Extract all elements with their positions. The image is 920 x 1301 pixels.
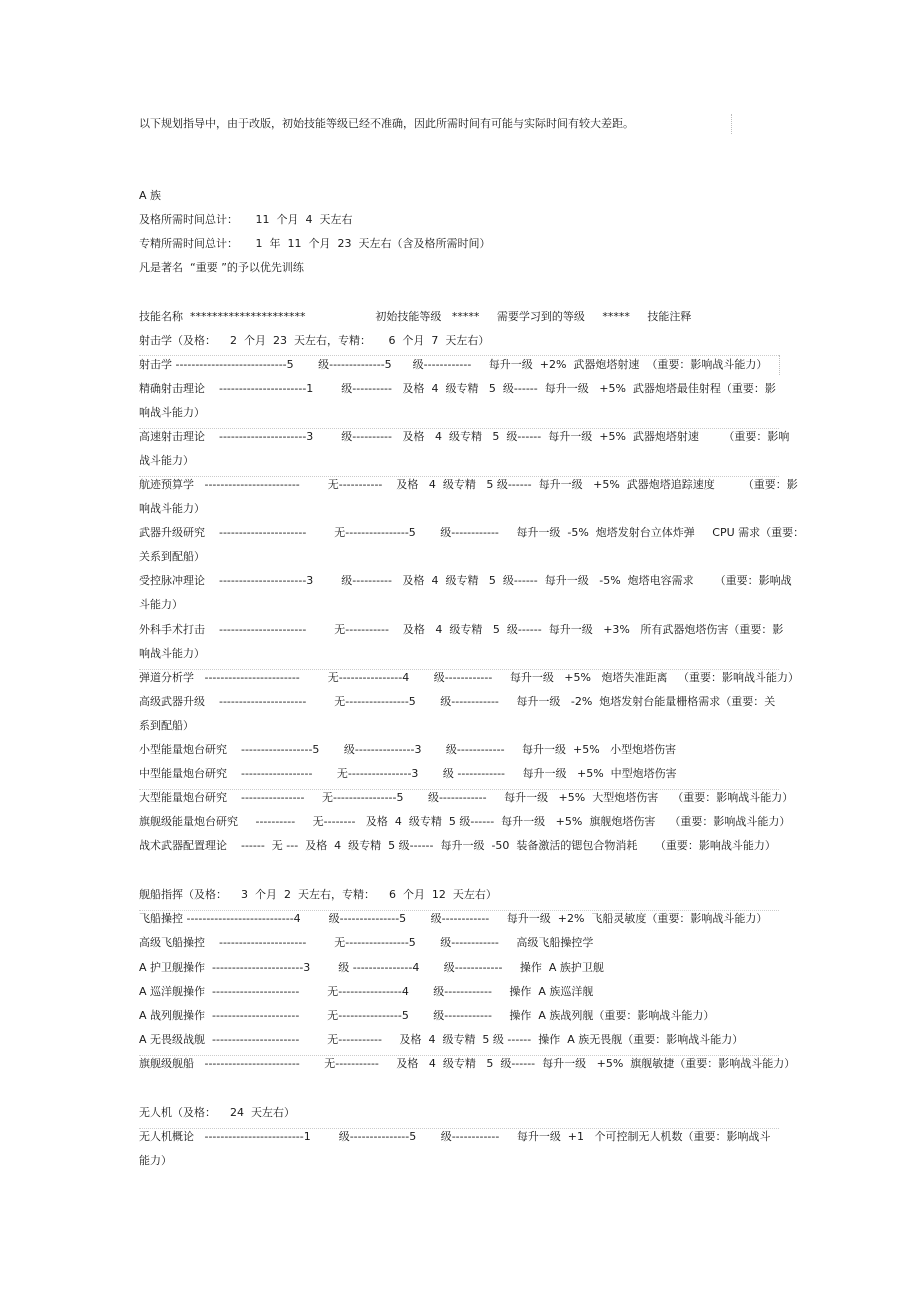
cell-border (139, 1055, 779, 1056)
skill-row-cont: 能力） (139, 1154, 172, 1167)
skill-row: 战术武器配置理论 ------ 无 --- 及格 4 级专精 5 级------ 每升一级 -50 装备激活的锶包合物消耗 （重要：影响战斗能力） (139, 839, 776, 852)
skill-row-cont: 战斗能力） (139, 454, 194, 467)
skill-row-cont: 斗能力） (139, 598, 183, 611)
skill-row: A 巡洋舰操作 ---------------------- 无----------------4 级------------ 操作 A 族巡洋舰 (139, 985, 594, 998)
skill-row: 旗舰级舰船 ------------------------ 无----------- 及格 4 级专精 5 级------ 每升一级 +5% 旗舰敏捷（重要：影响战斗能力） (139, 1057, 796, 1070)
skill-row: 中型能量炮台研究 ------------------ 无----------------3 级 ------------ 每升一级 +5% 中型炮塔伤害 (139, 767, 677, 780)
section-title: 舰船指挥（及格： 3 个月 2 天左右，专精： 6 个月 12 天左右） (139, 888, 497, 901)
skill-row: 高速射击理论 ----------------------3 级---------- 及格 4 级专精 5 级------ 每升一级 +5% 武器炮塔射速 （重要：影响 (139, 430, 790, 443)
skill-row-cont: 响战斗能力） (139, 647, 205, 660)
cell-border (139, 669, 779, 670)
skill-row: 旗舰级能量炮台研究 ---------- 无-------- 及格 4 级专精 5 级------ 每升一级 +5% 旗舰炮塔伤害 （重要：影响战斗能力） (139, 815, 791, 828)
priority-note: 凡是著名 “重要 ”的予以优先训练 (139, 261, 304, 274)
pass-total: 及格所需时间总计： 11 个月 4 天左右 (139, 213, 353, 226)
skill-row-cont: 关系到配船） (139, 550, 205, 563)
divider (731, 114, 732, 134)
skill-row-cont: 响战斗能力） (139, 406, 205, 419)
skill-row: 受控脉冲理论 ----------------------3 级---------- 及格 4 级专精 5 级------ 每升一级 -5% 炮塔电容需求 （重要：影响战 (139, 574, 792, 587)
skill-row: 航迹预算学 ------------------------ 无----------- 及格 4 级专精 5 级------ 每升一级 +5% 武器炮塔追踪速度 （重要：影 (139, 478, 798, 491)
skill-row: 高级武器升级 ---------------------- 无----------------5 级------------ 每升一级 -2% 炮塔发射台能量栅格需求（重要：关 (139, 695, 776, 708)
skill-row: 精确射击理论 ----------------------1 级---------- 及格 4 级专精 5 级------ 每升一级 +5% 武器炮塔最佳射程（重要：影 (139, 382, 776, 395)
section-title: 无人机（及格： 24 天左右） (139, 1106, 295, 1119)
cell-border (139, 789, 779, 790)
cell-border (139, 476, 779, 477)
cell-border (139, 1128, 779, 1129)
master-total: 专精所需时间总计： 1 年 11 个月 23 天左右（含及格所需时间） (139, 237, 491, 250)
section-title: 射击学（及格： 2 个月 23 天左右，专精： 6 个月 7 天左右） (139, 334, 490, 347)
cell-border (139, 355, 779, 356)
intro-text: 以下规划指导中，由于改版，初始技能等级已经不准确，因此所需时间有可能与实际时间有较大差距。 (139, 117, 634, 130)
table-header: 技能名称 ********************* 初始技能等级 ***** 需要学习到的等级 ***** 技能注释 (139, 310, 692, 323)
cell-border (779, 355, 780, 375)
skill-row: 无人机概论 -------------------------1 级---------------5 级------------ 每升一级 +1 个可控制无人机数（重要：影响战斗 (139, 1130, 771, 1143)
skill-row: A 无畏级战舰 ---------------------- 无----------- 及格 4 级专精 5 级 ------ 操作 A 族无畏舰（重要：影响战斗能力） (139, 1033, 744, 1046)
skill-row-cont: 系到配船） (139, 719, 194, 732)
cell-border (139, 910, 779, 911)
skill-row: 射击学 ----------------------------5 级--------------5 级------------ 每升一级 +2% 武器炮塔射速 （重要：影响战斗能力） (139, 358, 768, 371)
skill-row: 小型能量炮台研究 ------------------5 级---------------3 级------------ 每升一级 +5% 小型炮塔伤害 (139, 743, 677, 756)
skill-row: 飞船操控 ---------------------------4 级---------------5 级------------ 每升一级 +2% 飞船灵敏度（重要：影响战斗能力） (139, 912, 768, 925)
skill-row: 弹道分析学 ------------------------ 无----------------4 级------------ 每升一级 +5% 炮塔失准距离 （重要：影响战斗能力） (139, 671, 799, 684)
skill-row: 武器升级研究 ---------------------- 无----------------5 级------------ 每升一级 -5% 炮塔发射台立体炸弹 CPU 需求（重要： (139, 526, 805, 539)
skill-row-cont: 响战斗能力） (139, 502, 205, 515)
cell-border (139, 428, 779, 429)
race-title: A 族 (139, 189, 162, 202)
skill-row: 外科手术打击 ---------------------- 无----------- 及格 4 级专精 5 级------ 每升一级 +3% 所有武器炮塔伤害（重要：影 (139, 623, 784, 636)
skill-row: A 护卫舰操作 -----------------------3 级 ---------------4 级------------ 操作 A 族护卫舰 (139, 961, 604, 974)
skill-row: 大型能量炮台研究 ---------------- 无----------------5 级------------ 每升一级 +5% 大型炮塔伤害 （重要：影响战斗能力） (139, 791, 794, 804)
skill-row: A 战列舰操作 ---------------------- 无----------------5 级------------ 操作 A 族战列舰（重要：影响战斗能力） (139, 1009, 715, 1022)
skill-row: 高级飞船操控 ---------------------- 无----------------5 级------------ 高级飞船操控学 (139, 936, 594, 949)
